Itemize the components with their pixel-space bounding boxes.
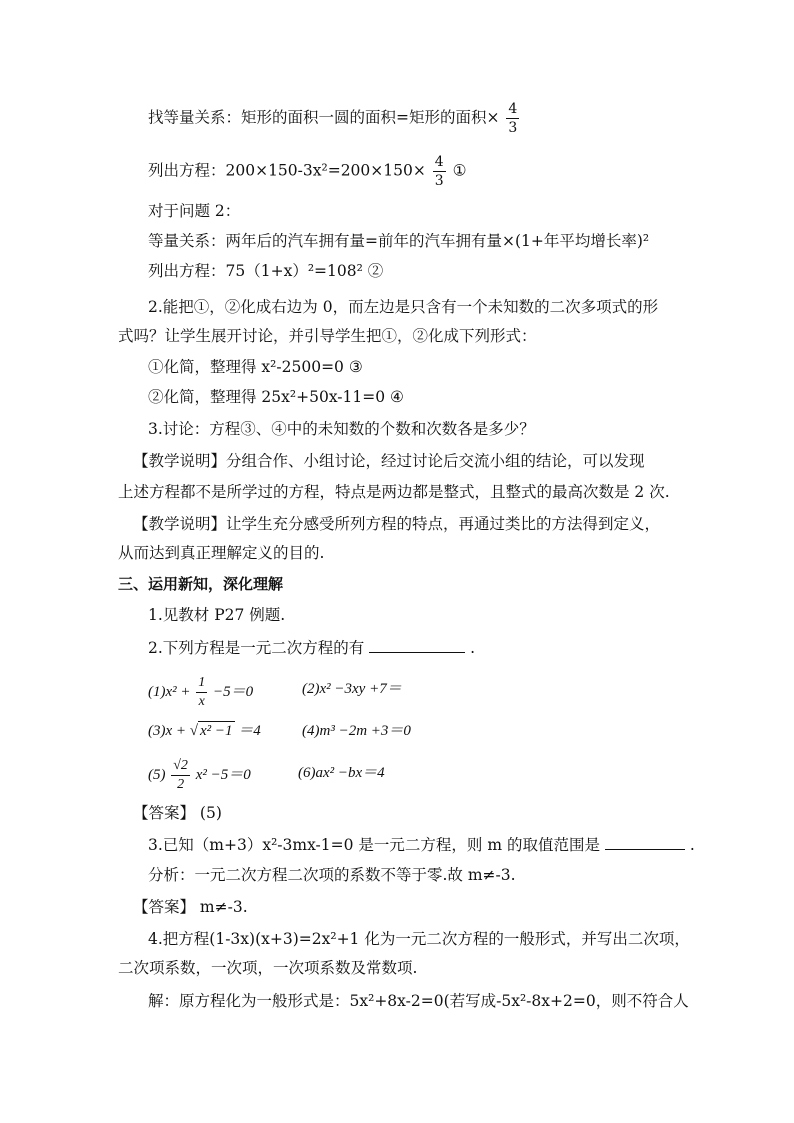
problem-2-heading: 对于问题 2：: [148, 202, 241, 220]
paragraph-line: 等量关系：两年后的汽车拥有量=前年的汽车拥有量×(1+年平均增长率)²: [148, 232, 650, 250]
equivalence-relation-line: [148, 100, 521, 137]
fraction-four-thirds: [506, 100, 519, 137]
paragraph-line: 1.见教材 P27 例题.: [148, 606, 286, 624]
paragraph-line: 解：原方程化为一般形式是：5x²+8x-2=0(若写成-5x²-8x+2=0，则不符合人: [148, 992, 689, 1010]
equation-option-1: [148, 674, 253, 711]
paragraph-line: 2.能把①，②化成右边为 0，而左边是只含有一个未知数的二次多项式的形: [148, 298, 659, 316]
denominator: x: [198, 694, 205, 709]
sqrt-icon: √: [189, 723, 199, 739]
text: 找等量关系：矩形的面积一圆的面积=矩形的面积×: [148, 108, 500, 127]
equation-option-5: [148, 757, 251, 794]
radicand: x² −1: [200, 723, 233, 739]
equation-option-6: (6)ax² −bx＝4: [298, 765, 385, 781]
paragraph-line: 从而达到真正理解定义的目的.: [118, 544, 325, 562]
equation-line-1: [148, 153, 467, 190]
paragraph-line: 【教学说明】分组合作、小组讨论，经过讨论后交流小组的结论，可以发现: [133, 452, 645, 470]
text: 3.已知（m+3）x²-3mx-1=0 是一元二方程，则 m 的取值范围是: [148, 836, 600, 854]
paragraph-line: 【教学说明】让学生充分感受所列方程的特点，再通过类比的方法得到定义，: [133, 515, 661, 533]
text: 2.下列方程是一元二次方程的有: [148, 639, 365, 657]
numerator: 4: [508, 101, 518, 117]
answer-blank: [369, 636, 465, 653]
denominator: 2: [177, 777, 185, 792]
text: x² −5＝0: [195, 766, 251, 783]
equation-option-3: [148, 720, 261, 742]
answer-line: 【答案】 (5): [133, 804, 222, 822]
fraction-one-over-x: [196, 674, 207, 711]
text: ＝4: [238, 723, 261, 739]
question-line: [148, 636, 475, 659]
paragraph-line: 列出方程：75（1+x）²=108² ②: [148, 262, 384, 280]
answer-blank: [605, 833, 685, 850]
equation-option-2: (2)x² −3xy +7＝: [302, 681, 402, 697]
text: .: [689, 836, 695, 854]
fraction-root2-over-2: [171, 757, 190, 794]
paragraph-line: ②化简，整理得 25x²+50x-11=0 ④: [148, 388, 404, 406]
paragraph-line: ①化简，整理得 x²-2500=0 ③: [148, 358, 363, 376]
paragraph-line: 3.讨论：方程③、④中的未知数的个数和次数各是多少？: [148, 420, 535, 438]
text: 列出方程：200×150-3x²=200×150×: [148, 161, 426, 180]
equation-marker: ①: [452, 161, 467, 180]
numerator: 4: [434, 154, 444, 170]
paragraph-line: 上述方程都不是所学过的方程，特点是两边都是整式，且整式的最高次数是 2 次.: [118, 483, 670, 501]
fraction-four-thirds: [433, 153, 446, 190]
analysis-line: 分析：一元二次方程二次项的系数不等于零.故 m≠-3.: [148, 866, 516, 884]
question-line: [148, 833, 695, 856]
denominator: 3: [508, 120, 518, 136]
text: .: [470, 639, 476, 657]
numerator: 1: [196, 674, 207, 693]
text: (1)x² +: [148, 683, 191, 700]
text: (3)x +: [148, 723, 187, 739]
paragraph-line: 式吗？让学生展开讨论，并引导学生把①，②化成下列形式：: [118, 327, 537, 345]
equation-option-4: (4)m³ −2m +3＝0: [302, 723, 411, 739]
denominator: 3: [434, 173, 444, 189]
numerator: √2: [171, 757, 190, 776]
section-heading: 三、运用新知，深化理解: [118, 575, 284, 593]
paragraph-line: 4.把方程(1-3x)(x+3)=2x²+1 化为一元二次方程的一般形式，并写出二次项，: [148, 930, 690, 948]
text: (5): [148, 766, 166, 783]
paragraph-line: 二次项系数，一次项，一次项系数及常数项.: [118, 959, 418, 977]
text: −5＝0: [213, 683, 254, 700]
answer-line: 【答案】 m≠-3.: [133, 898, 248, 916]
